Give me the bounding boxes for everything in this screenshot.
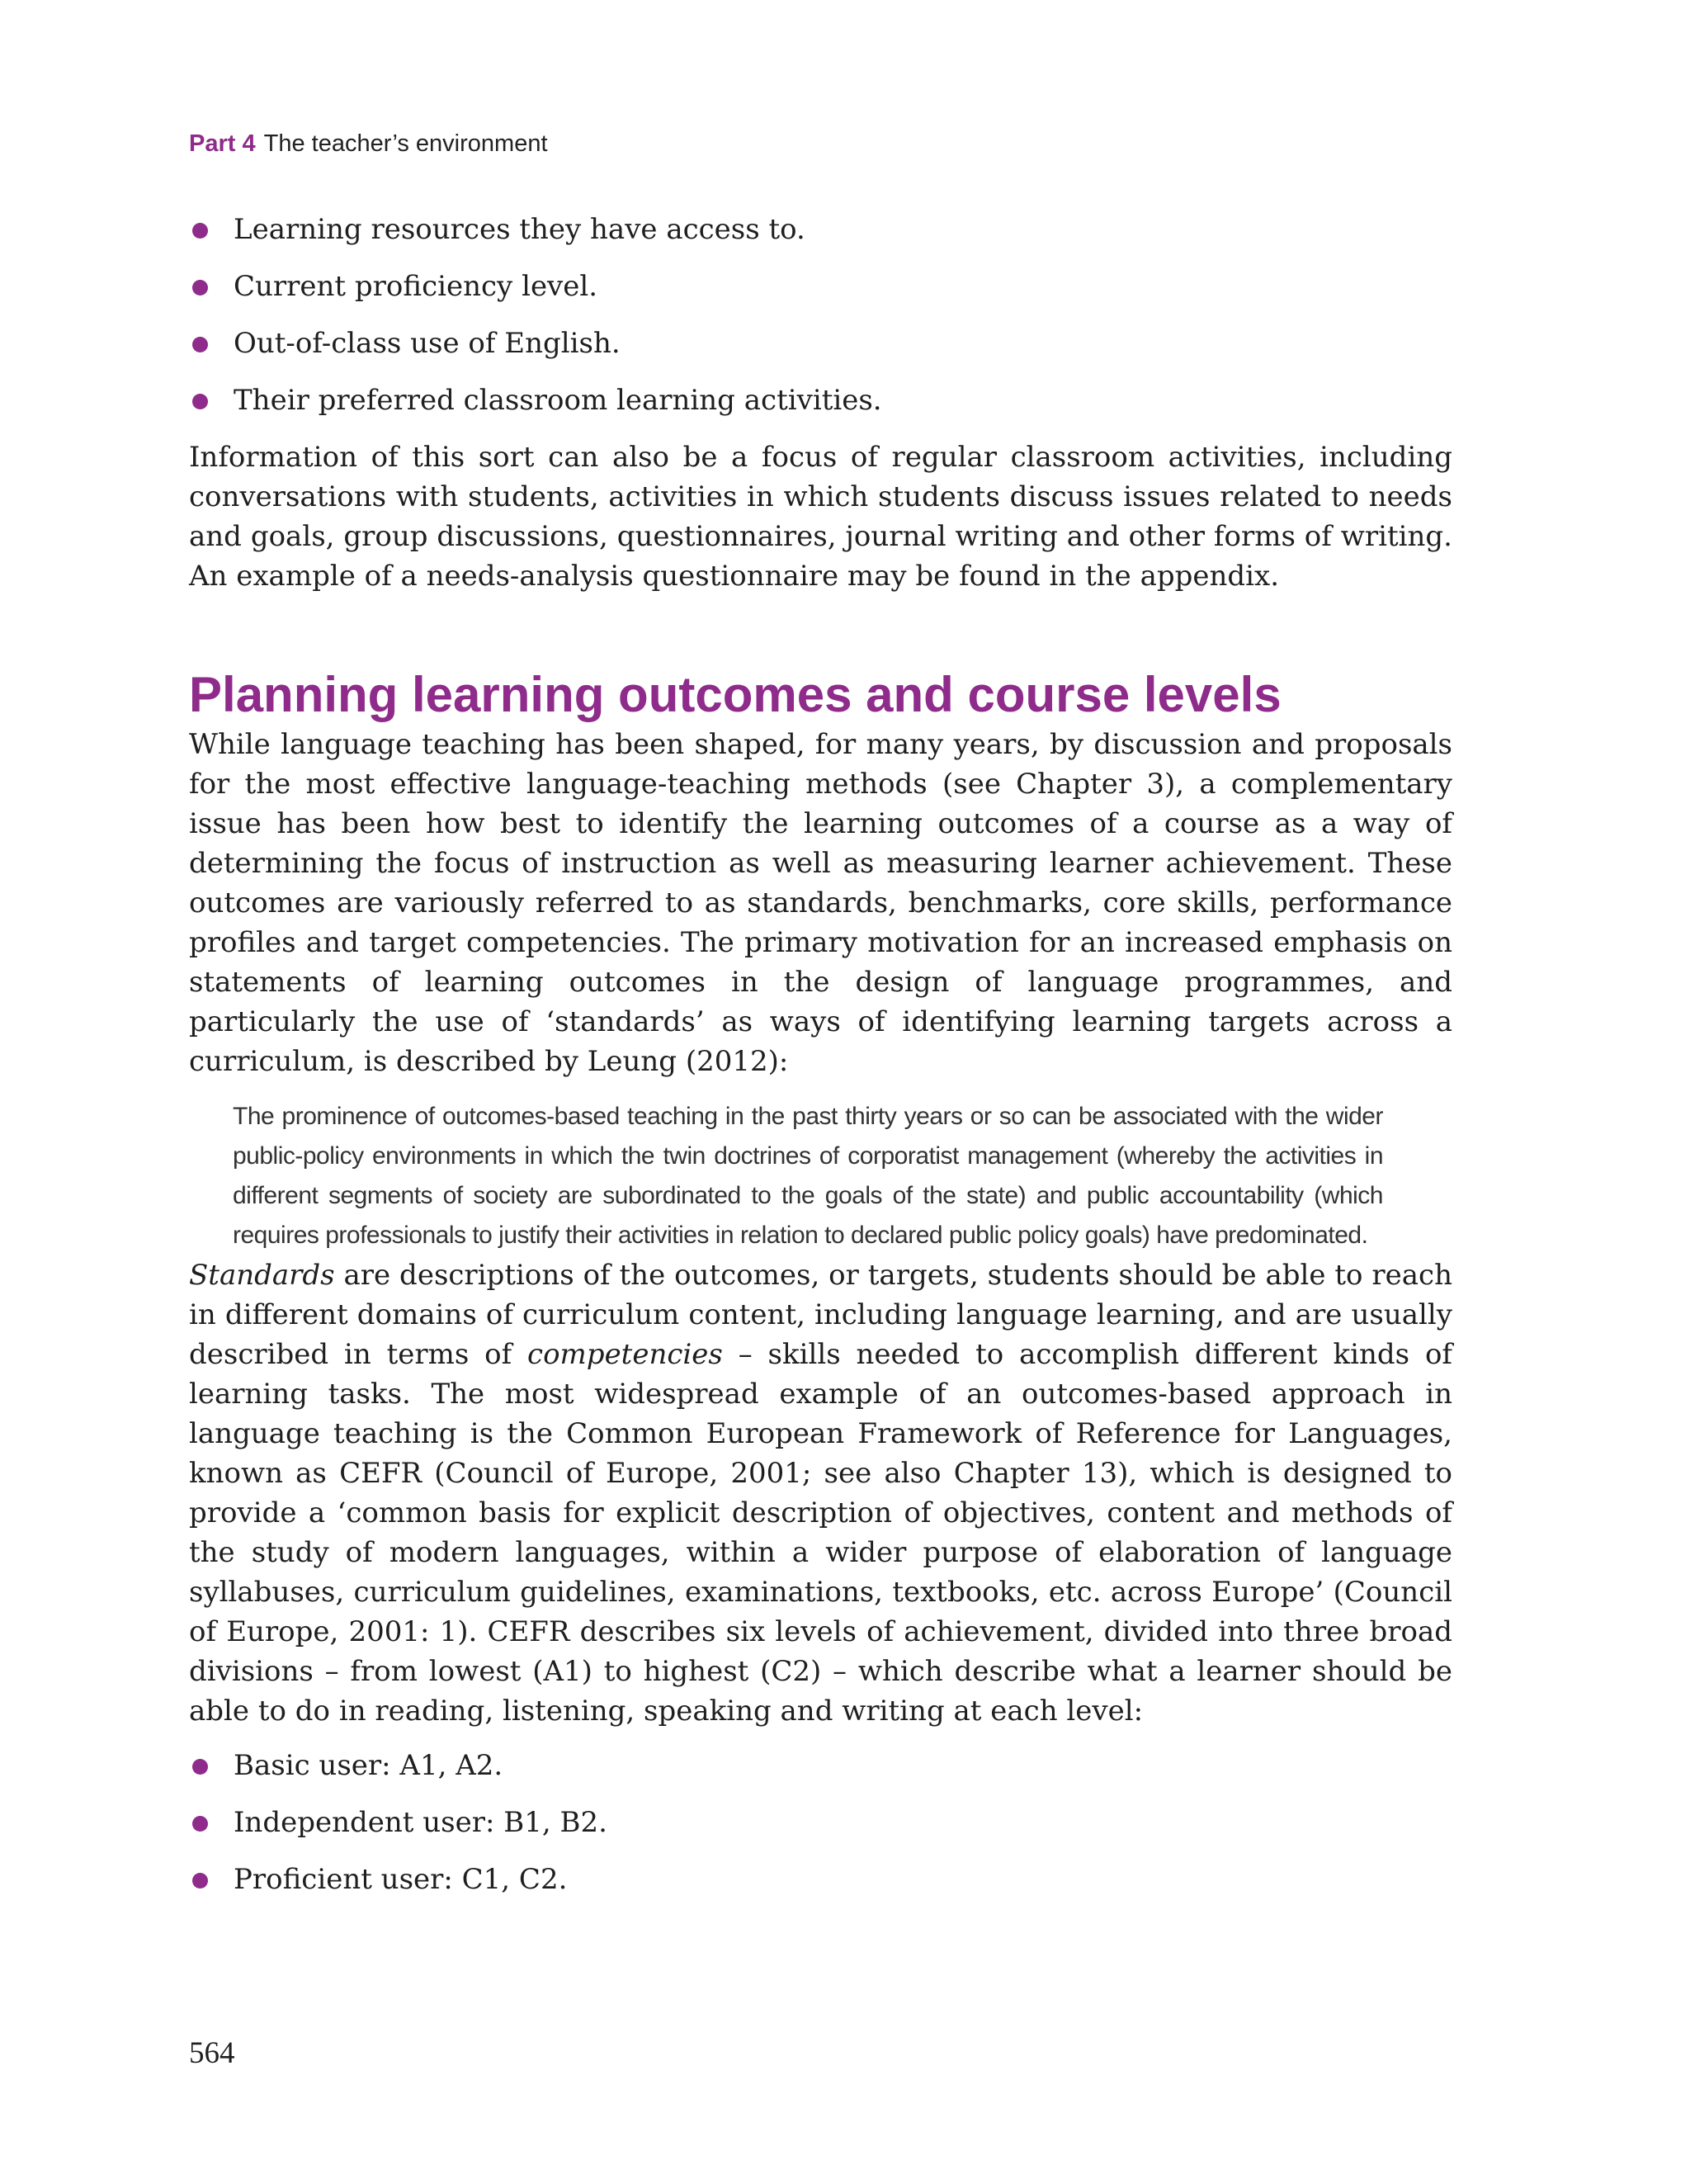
bullet-icon: [192, 1759, 208, 1775]
running-head: [189, 130, 548, 158]
list-item-text: Basic user: A1, A2.: [234, 1749, 503, 1782]
bullet-icon: [192, 394, 208, 409]
bullet-icon: [192, 337, 208, 352]
running-head-title: The teacher’s environment: [263, 130, 548, 157]
list-item-text: Proficient user: C1, C2.: [234, 1863, 568, 1896]
running-head-part: Part 4: [189, 130, 256, 157]
page-content: [189, 210, 1452, 1917]
bullet-icon: [192, 280, 208, 295]
paragraph-standards: [189, 1255, 1452, 1731]
list-item: [189, 1860, 1452, 1899]
bullet-list-cefr-levels: [189, 1746, 1452, 1899]
list-item: [189, 1803, 1452, 1842]
bullet-list-needs: [189, 210, 1452, 420]
section-heading: Planning learning outcomes and course levels: [189, 667, 1282, 722]
paragraph-standards-text-b: – skills needed to accomplish different kinds of learning tasks. The most widespread example of an outcomes-based approach in language teaching is the Common European Framework of Reference for Languages, known as CEFR (Council of Europe, 2001; see also Chapter 13), which is designed to provide a ‘common basis for explicit description of objectives, content and methods of the study of modern languages, within a wider purpose of elaboration of language syllabuses, curriculum guidelines, examinations, textbooks, etc. across Europe’ (Council of Europe, 2001: 1). CEFR describes six levels of achievement, divided into three broad divisions – from lowest (A1) to highest (C2) – which describe what a learner should be able to do in reading, listening, speaking and writing at each level:: [189, 1338, 1452, 1728]
page-number: 564: [189, 2036, 235, 2070]
bullet-icon: [192, 1816, 208, 1832]
term-standards: Standards: [189, 1259, 335, 1292]
block-quote-leung: The prominence of outcomes-based teaching in the past thirty years or so can be associated with the wider public-policy environments in which the twin doctrines of corporatist management (whereby the activities in different segments of society are subordinated to the goals of the state) and public accountability (which requires professionals to justify their activities in relation to declared public policy goals) have predominated.: [233, 1103, 1383, 1249]
list-item-text: Their preferred classroom learning activities.: [234, 384, 882, 417]
list-item: [189, 324, 1452, 363]
paragraph-needs-information: Information of this sort can also be a focus of regular classroom activities, including conversations with students, activities in which students discuss issues related to needs and goals, group discussions, questionnaires, journal writing and other forms of writing. An example of a needs-analysis questionnaire may be found in the appendix.: [189, 441, 1452, 593]
list-item-text: Independent user: B1, B2.: [234, 1806, 607, 1839]
bullet-icon: [192, 223, 208, 239]
list-item: [189, 210, 1452, 249]
paragraph-standards-text-a: are descriptions of the outcomes, or targets, students should be able to reach in different domains of curriculum content, including language learning, and are usually described in terms of: [189, 1259, 1452, 1371]
list-item: [189, 381, 1452, 420]
list-item-text: Learning resources they have access to.: [234, 213, 805, 246]
paragraph-learning-outcomes: While language teaching has been shaped, for many years, by discussion and proposals for the most effective language-teaching methods (see Chapter 3), a complementary issue has been how best to identify the learning outcomes of a course as a way of determining the focus of instruction as well as measuring learner achievement. These outcomes are variously referred to as standards, benchmarks, core skills, performance profiles and target competencies. The primary motivation for an increased emphasis on statements of learning outcomes in the design of language programmes, and particularly the use of ‘standards’ as ways of identifying learning targets across a curriculum, is described by Leung (2012):: [189, 728, 1452, 1078]
list-item-text: Current proficiency level.: [234, 270, 598, 303]
list-item: [189, 1746, 1452, 1785]
list-item: [189, 267, 1452, 306]
bullet-icon: [192, 1873, 208, 1889]
list-item-text: Out-of-class use of English.: [234, 327, 621, 360]
term-competencies: competencies: [527, 1338, 723, 1371]
